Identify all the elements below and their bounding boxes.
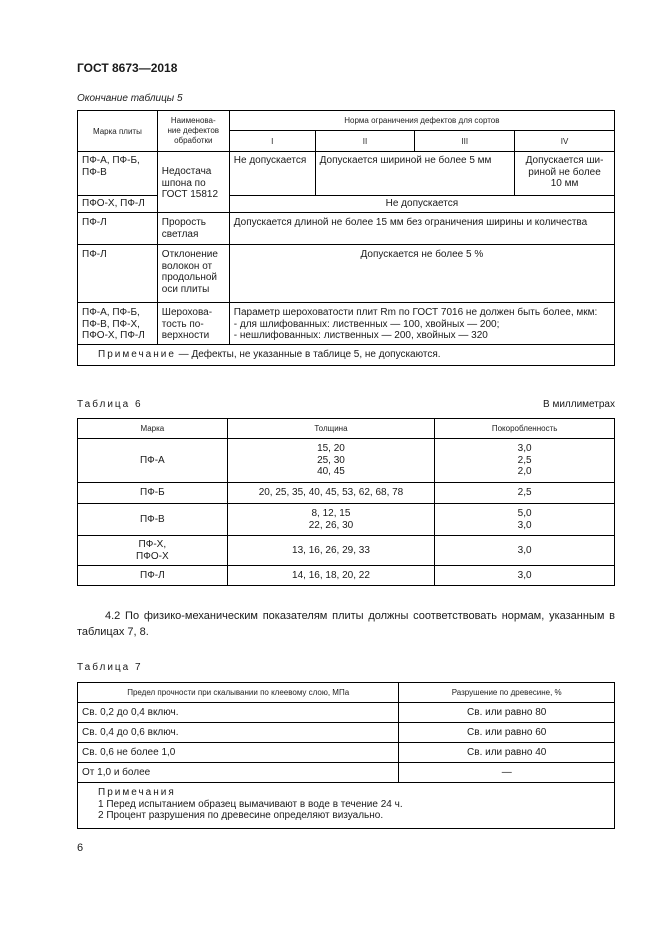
table7 [77, 682, 615, 829]
col-header-mark: Марка [78, 419, 228, 439]
col-header-strength: Предел прочности при скалывании по клеевому слою, МПа [78, 683, 399, 703]
table-row [78, 703, 615, 723]
thickness-cell: 15, 20 25, 30 40, 45 [227, 439, 435, 483]
notes-label: Примечания [98, 787, 176, 798]
defect-name-cell: Шерохова- тость по- верхности [157, 303, 229, 345]
destruction-cell: Св. или равно 80 [399, 703, 615, 723]
strength-cell: Св. 0,6 не более 1,0 [78, 743, 399, 763]
table-row [78, 483, 615, 504]
grade-value-cell: Параметр шероховатости плит Rm по ГОСТ 7016 не должен быть более, мкм: - для шлифованных: лиственных — 100, хвойных — 200; - нешлифованных: лиственных — 200, хвойных — 320 [229, 303, 614, 345]
warp-cell: 3,0 [435, 566, 615, 586]
table6-units: В миллиметрах [543, 399, 615, 410]
note-item: 1 Перед испытанием образец вымачивают в воде в течение 24 ч. [98, 798, 403, 810]
note-label: Примечание [98, 349, 176, 361]
mark-cell: ПФ-Х, ПФО-Х [78, 536, 228, 566]
col-header-warp: Покоробленность [435, 419, 615, 439]
table-row [78, 566, 615, 586]
table-row [78, 723, 615, 743]
defect-name-cell: Недостача шпона по ГОСТ 15812 [157, 152, 229, 213]
paragraph-text: 4.2 По физико-механическим показателям плиты должны соответствовать нормам, указанным в таблицах 7, 8. [77, 610, 615, 638]
table6-caption: Таблица 6 [77, 399, 143, 410]
defect-name-cell: Отклонение волокон от продольной оси плиты [157, 245, 229, 303]
grade-value-cell: Допускается длиной не более 15 мм без ограничения ширины и количества [229, 213, 614, 245]
thickness-cell: 13, 16, 26, 29, 33 [227, 536, 435, 566]
col-header-defect-name: Наименова- ние дефектов обработки [157, 111, 229, 152]
strength-cell: От 1,0 и более [78, 763, 399, 783]
table-row [78, 439, 615, 483]
warp-cell: 2,5 [435, 483, 615, 504]
warp-cell: 3,0 2,5 2,0 [435, 439, 615, 483]
table7-caption: Таблица 7 [77, 662, 143, 673]
mark-cell: ПФ-В [78, 504, 228, 536]
note-text: — Дефекты, не указанные в таблице 5, не допускаются. [175, 349, 441, 361]
mark-cell: ПФ-Л [78, 566, 228, 586]
mark-cell: ПФ-А, ПФ-Б, ПФ-В, ПФ-Х, ПФО-Х, ПФ-Л [78, 303, 158, 345]
col-header-destruction: Разрушение по древесине, % [399, 683, 615, 703]
table5-note [78, 345, 615, 366]
mark-cell: ПФО-Х, ПФ-Л [78, 196, 158, 213]
document-title: ГОСТ 8673—2018 [77, 61, 178, 75]
table-row [78, 536, 615, 566]
table-row [78, 303, 615, 345]
grade-value-cell: Допускается ши- риной не более 10 мм [515, 152, 615, 196]
table-row [78, 504, 615, 536]
col-header-thickness: Толщина [227, 419, 435, 439]
grade-header: I [229, 131, 315, 152]
grade-value-cell: Допускается не более 5 % [229, 245, 614, 303]
col-header-mark: Марка плиты [78, 111, 158, 152]
grade-value-cell: Допускается шириной не более 5 мм [315, 152, 514, 196]
grade-value-cell: Не допускается [229, 196, 614, 213]
destruction-cell: Св. или равно 60 [399, 723, 615, 743]
thickness-cell: 14, 16, 18, 20, 22 [227, 566, 435, 586]
warp-cell: 5,0 3,0 [435, 504, 615, 536]
grade-header: IV [515, 131, 615, 152]
strength-cell: Св. 0,4 до 0,6 включ. [78, 723, 399, 743]
mark-cell: ПФ-А, ПФ-Б, ПФ-В [78, 152, 158, 196]
table5-caption: Окончание таблицы 5 [77, 93, 183, 104]
grade-value-cell: Не допускается [229, 152, 315, 196]
table6 [77, 418, 615, 586]
table-row [78, 152, 615, 196]
destruction-cell: Св. или равно 40 [399, 743, 615, 763]
table-row [78, 763, 615, 783]
warp-cell: 3,0 [435, 536, 615, 566]
mark-cell: ПФ-Л [78, 213, 158, 245]
table-row [78, 213, 615, 245]
table5 [77, 110, 615, 366]
table-row [78, 245, 615, 303]
strength-cell: Св. 0,2 до 0,4 включ. [78, 703, 399, 723]
mark-cell: ПФ-А [78, 439, 228, 483]
defect-name-cell: Прорость светлая [157, 213, 229, 245]
page-number: 6 [77, 842, 84, 854]
table7-notes [78, 783, 615, 829]
note-item: 2 Процент разрушения по древесине определяют визуально. [98, 810, 384, 821]
paragraph-4-2 [77, 608, 615, 640]
grade-header: III [415, 131, 515, 152]
col-header-norm: Норма ограничения дефектов для сортов [229, 111, 614, 131]
table-row [78, 743, 615, 763]
thickness-cell: 20, 25, 35, 40, 45, 53, 62, 68, 78 [227, 483, 435, 504]
mark-cell: ПФ-Л [78, 245, 158, 303]
mark-cell: ПФ-Б [78, 483, 228, 504]
thickness-cell: 8, 12, 15 22, 26, 30 [227, 504, 435, 536]
grade-header: II [315, 131, 415, 152]
destruction-cell: — [399, 763, 615, 783]
